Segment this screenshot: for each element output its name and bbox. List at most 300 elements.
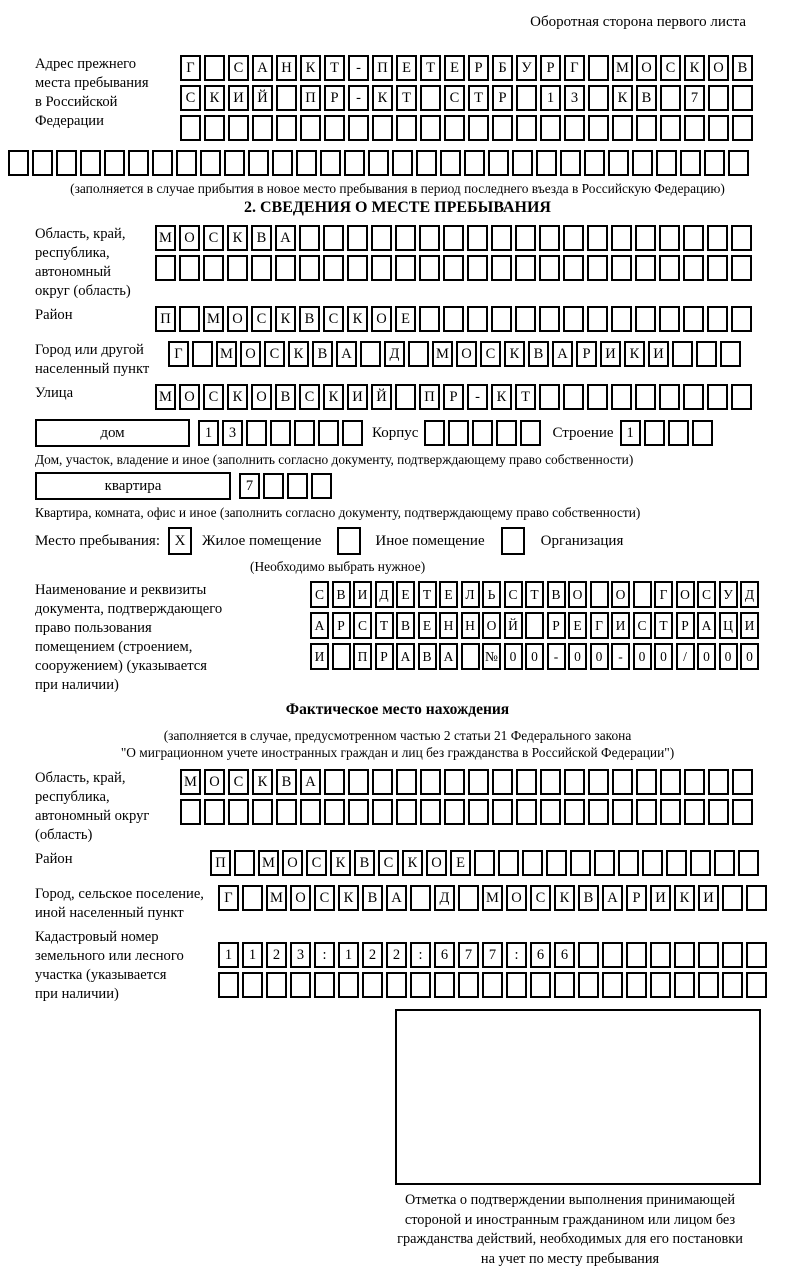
char-cell[interactable]: С bbox=[633, 612, 652, 639]
char-cell[interactable] bbox=[314, 972, 335, 998]
char-cell[interactable] bbox=[180, 115, 201, 141]
char-cell[interactable]: Р bbox=[576, 341, 597, 367]
char-cell[interactable]: С bbox=[697, 581, 716, 608]
char-cell[interactable] bbox=[324, 115, 345, 141]
char-cell[interactable] bbox=[420, 799, 441, 825]
char-cell[interactable]: Н bbox=[276, 55, 297, 81]
char-cell[interactable]: С bbox=[299, 384, 320, 410]
char-cell[interactable] bbox=[636, 115, 657, 141]
char-cell[interactable]: : bbox=[506, 942, 527, 968]
char-cell[interactable] bbox=[420, 769, 441, 795]
char-cell[interactable]: С bbox=[444, 85, 465, 111]
char-cell[interactable] bbox=[746, 972, 767, 998]
char-cell[interactable]: С bbox=[504, 581, 523, 608]
char-cell[interactable] bbox=[684, 769, 705, 795]
char-cell[interactable]: К bbox=[674, 885, 695, 911]
char-cell[interactable] bbox=[468, 769, 489, 795]
char-cell[interactable] bbox=[564, 769, 585, 795]
char-cell[interactable]: Т bbox=[375, 612, 394, 639]
char-cell[interactable]: С bbox=[314, 885, 335, 911]
char-cell[interactable] bbox=[8, 150, 29, 176]
char-cell[interactable] bbox=[707, 384, 728, 410]
char-cell[interactable]: Р bbox=[324, 85, 345, 111]
char-cell[interactable] bbox=[420, 85, 441, 111]
char-cell[interactable] bbox=[563, 384, 584, 410]
char-cell[interactable] bbox=[448, 420, 469, 446]
char-cell[interactable]: Р bbox=[468, 55, 489, 81]
char-cell[interactable]: 0 bbox=[697, 643, 716, 670]
char-cell[interactable] bbox=[660, 799, 681, 825]
char-cell[interactable]: И bbox=[740, 612, 759, 639]
char-cell[interactable]: Р bbox=[492, 85, 513, 111]
char-cell[interactable] bbox=[536, 150, 557, 176]
char-cell[interactable]: О bbox=[227, 306, 248, 332]
char-cell[interactable]: А bbox=[252, 55, 273, 81]
char-cell[interactable]: Д bbox=[384, 341, 405, 367]
char-cell[interactable] bbox=[660, 115, 681, 141]
char-cell[interactable] bbox=[372, 115, 393, 141]
char-cell[interactable]: С bbox=[660, 55, 681, 81]
char-cell[interactable]: М bbox=[482, 885, 503, 911]
char-cell[interactable] bbox=[516, 799, 537, 825]
char-cell[interactable] bbox=[276, 85, 297, 111]
char-cell[interactable]: К bbox=[227, 225, 248, 251]
char-cell[interactable]: 0 bbox=[654, 643, 673, 670]
char-cell[interactable] bbox=[698, 942, 719, 968]
char-cell[interactable]: В bbox=[396, 612, 415, 639]
char-cell[interactable]: К bbox=[330, 850, 351, 876]
char-cell[interactable] bbox=[444, 769, 465, 795]
char-cell[interactable]: П bbox=[419, 384, 440, 410]
char-cell[interactable]: О bbox=[482, 612, 501, 639]
char-cell[interactable]: - bbox=[611, 643, 630, 670]
char-cell[interactable] bbox=[540, 115, 561, 141]
char-cell[interactable]: Б bbox=[492, 55, 513, 81]
char-cell[interactable]: К bbox=[347, 306, 368, 332]
stay-type-checkbox-other[interactable] bbox=[337, 527, 361, 555]
char-cell[interactable]: М bbox=[203, 306, 224, 332]
char-cell[interactable] bbox=[644, 420, 665, 446]
char-cell[interactable]: А bbox=[336, 341, 357, 367]
char-cell[interactable]: - bbox=[348, 85, 369, 111]
char-cell[interactable]: 1 bbox=[620, 420, 641, 446]
stay-type-checkbox-residential[interactable]: X bbox=[168, 527, 192, 555]
char-cell[interactable] bbox=[458, 885, 479, 911]
char-cell[interactable] bbox=[347, 225, 368, 251]
char-cell[interactable]: М bbox=[266, 885, 287, 911]
char-cell[interactable]: К bbox=[554, 885, 575, 911]
char-cell[interactable]: К bbox=[504, 341, 525, 367]
char-cell[interactable] bbox=[714, 850, 735, 876]
char-cell[interactable] bbox=[626, 972, 647, 998]
char-cell[interactable] bbox=[419, 306, 440, 332]
char-cell[interactable] bbox=[395, 255, 416, 281]
char-cell[interactable] bbox=[368, 150, 389, 176]
stay-type-checkbox-organization[interactable] bbox=[501, 527, 525, 555]
char-cell[interactable]: Г bbox=[218, 885, 239, 911]
char-cell[interactable] bbox=[332, 643, 351, 670]
char-cell[interactable] bbox=[564, 799, 585, 825]
char-cell[interactable] bbox=[683, 225, 704, 251]
char-cell[interactable] bbox=[396, 115, 417, 141]
char-cell[interactable] bbox=[590, 581, 609, 608]
char-cell[interactable] bbox=[539, 384, 560, 410]
char-cell[interactable]: Ц bbox=[719, 612, 738, 639]
char-cell[interactable]: В bbox=[332, 581, 351, 608]
char-cell[interactable] bbox=[204, 799, 225, 825]
char-cell[interactable] bbox=[587, 255, 608, 281]
char-cell[interactable]: О bbox=[251, 384, 272, 410]
char-cell[interactable]: - bbox=[348, 55, 369, 81]
char-cell[interactable]: 0 bbox=[590, 643, 609, 670]
char-cell[interactable]: - bbox=[547, 643, 566, 670]
char-cell[interactable]: К bbox=[684, 55, 705, 81]
char-cell[interactable] bbox=[728, 150, 749, 176]
char-cell[interactable]: Е bbox=[395, 306, 416, 332]
char-cell[interactable]: С bbox=[228, 769, 249, 795]
char-cell[interactable] bbox=[396, 769, 417, 795]
char-cell[interactable] bbox=[690, 850, 711, 876]
char-cell[interactable] bbox=[342, 420, 363, 446]
char-cell[interactable]: С bbox=[530, 885, 551, 911]
char-cell[interactable] bbox=[420, 115, 441, 141]
char-cell[interactable] bbox=[272, 150, 293, 176]
char-cell[interactable]: М bbox=[155, 384, 176, 410]
char-cell[interactable]: 7 bbox=[482, 942, 503, 968]
char-cell[interactable]: 2 bbox=[266, 942, 287, 968]
char-cell[interactable] bbox=[612, 799, 633, 825]
char-cell[interactable] bbox=[192, 341, 213, 367]
char-cell[interactable] bbox=[587, 384, 608, 410]
char-cell[interactable]: А bbox=[386, 885, 407, 911]
char-cell[interactable] bbox=[228, 115, 249, 141]
char-cell[interactable] bbox=[324, 799, 345, 825]
char-cell[interactable]: Р bbox=[676, 612, 695, 639]
char-cell[interactable] bbox=[587, 306, 608, 332]
char-cell[interactable] bbox=[612, 115, 633, 141]
char-cell[interactable] bbox=[515, 225, 536, 251]
char-cell[interactable] bbox=[464, 150, 485, 176]
char-cell[interactable] bbox=[203, 255, 224, 281]
char-cell[interactable]: И bbox=[353, 581, 372, 608]
char-cell[interactable] bbox=[242, 885, 263, 911]
char-cell[interactable] bbox=[522, 850, 543, 876]
char-cell[interactable]: Р bbox=[626, 885, 647, 911]
char-cell[interactable] bbox=[660, 85, 681, 111]
char-cell[interactable]: 7 bbox=[239, 473, 260, 499]
char-cell[interactable]: 0 bbox=[719, 643, 738, 670]
char-cell[interactable] bbox=[635, 384, 656, 410]
char-cell[interactable] bbox=[266, 972, 287, 998]
char-cell[interactable] bbox=[424, 420, 445, 446]
char-cell[interactable]: 6 bbox=[434, 942, 455, 968]
char-cell[interactable]: К bbox=[491, 384, 512, 410]
char-cell[interactable]: О bbox=[426, 850, 447, 876]
char-cell[interactable] bbox=[563, 255, 584, 281]
char-cell[interactable] bbox=[275, 255, 296, 281]
char-cell[interactable] bbox=[588, 55, 609, 81]
char-cell[interactable] bbox=[642, 850, 663, 876]
char-cell[interactable] bbox=[371, 225, 392, 251]
char-cell[interactable] bbox=[602, 972, 623, 998]
char-cell[interactable]: И bbox=[648, 341, 669, 367]
char-cell[interactable]: К bbox=[338, 885, 359, 911]
char-cell[interactable]: О bbox=[636, 55, 657, 81]
char-cell[interactable] bbox=[635, 225, 656, 251]
char-cell[interactable] bbox=[683, 384, 704, 410]
char-cell[interactable]: 2 bbox=[386, 942, 407, 968]
char-cell[interactable] bbox=[128, 150, 149, 176]
char-cell[interactable] bbox=[290, 972, 311, 998]
char-cell[interactable] bbox=[56, 150, 77, 176]
char-cell[interactable]: П bbox=[372, 55, 393, 81]
char-cell[interactable]: М bbox=[612, 55, 633, 81]
char-cell[interactable] bbox=[371, 255, 392, 281]
char-cell[interactable] bbox=[578, 942, 599, 968]
char-cell[interactable] bbox=[611, 255, 632, 281]
char-cell[interactable] bbox=[176, 150, 197, 176]
char-cell[interactable] bbox=[152, 150, 173, 176]
char-cell[interactable] bbox=[539, 255, 560, 281]
char-cell[interactable] bbox=[516, 85, 537, 111]
char-cell[interactable] bbox=[372, 799, 393, 825]
char-cell[interactable] bbox=[204, 55, 225, 81]
char-cell[interactable]: Е bbox=[444, 55, 465, 81]
char-cell[interactable] bbox=[179, 255, 200, 281]
char-cell[interactable]: Г bbox=[654, 581, 673, 608]
char-cell[interactable] bbox=[443, 255, 464, 281]
char-cell[interactable]: 0 bbox=[568, 643, 587, 670]
char-cell[interactable]: Т bbox=[324, 55, 345, 81]
char-cell[interactable] bbox=[650, 972, 671, 998]
char-cell[interactable] bbox=[666, 850, 687, 876]
char-cell[interactable]: В bbox=[354, 850, 375, 876]
char-cell[interactable]: С bbox=[203, 384, 224, 410]
char-cell[interactable] bbox=[516, 115, 537, 141]
char-cell[interactable]: О bbox=[240, 341, 261, 367]
char-cell[interactable] bbox=[635, 255, 656, 281]
char-cell[interactable]: С bbox=[251, 306, 272, 332]
char-cell[interactable]: М bbox=[216, 341, 237, 367]
char-cell[interactable] bbox=[491, 306, 512, 332]
char-cell[interactable]: Л bbox=[461, 581, 480, 608]
char-cell[interactable]: Е bbox=[439, 581, 458, 608]
char-cell[interactable] bbox=[520, 420, 541, 446]
char-cell[interactable] bbox=[674, 972, 695, 998]
char-cell[interactable]: М bbox=[258, 850, 279, 876]
char-cell[interactable] bbox=[698, 972, 719, 998]
char-cell[interactable] bbox=[498, 850, 519, 876]
char-cell[interactable] bbox=[611, 225, 632, 251]
char-cell[interactable]: И bbox=[611, 612, 630, 639]
char-cell[interactable]: Е bbox=[396, 581, 415, 608]
char-cell[interactable] bbox=[395, 384, 416, 410]
char-cell[interactable] bbox=[588, 85, 609, 111]
char-cell[interactable]: В bbox=[312, 341, 333, 367]
char-cell[interactable] bbox=[731, 306, 752, 332]
char-cell[interactable] bbox=[738, 850, 759, 876]
char-cell[interactable] bbox=[512, 150, 533, 176]
char-cell[interactable]: 1 bbox=[540, 85, 561, 111]
char-cell[interactable] bbox=[632, 150, 653, 176]
char-cell[interactable]: : bbox=[314, 942, 335, 968]
char-cell[interactable]: В bbox=[578, 885, 599, 911]
char-cell[interactable] bbox=[294, 420, 315, 446]
char-cell[interactable]: О bbox=[708, 55, 729, 81]
char-cell[interactable]: О bbox=[456, 341, 477, 367]
char-cell[interactable]: Р bbox=[443, 384, 464, 410]
char-cell[interactable] bbox=[348, 115, 369, 141]
char-cell[interactable] bbox=[722, 972, 743, 998]
char-cell[interactable]: Р bbox=[332, 612, 351, 639]
char-cell[interactable] bbox=[472, 420, 493, 446]
char-cell[interactable]: 0 bbox=[525, 643, 544, 670]
char-cell[interactable]: А bbox=[602, 885, 623, 911]
char-cell[interactable] bbox=[396, 799, 417, 825]
char-cell[interactable]: В bbox=[636, 85, 657, 111]
char-cell[interactable] bbox=[474, 850, 495, 876]
char-cell[interactable]: В bbox=[547, 581, 566, 608]
char-cell[interactable] bbox=[611, 384, 632, 410]
char-cell[interactable]: М bbox=[432, 341, 453, 367]
char-cell[interactable] bbox=[626, 942, 647, 968]
char-cell[interactable] bbox=[611, 306, 632, 332]
char-cell[interactable]: 3 bbox=[222, 420, 243, 446]
char-cell[interactable] bbox=[636, 799, 657, 825]
char-cell[interactable] bbox=[434, 972, 455, 998]
char-cell[interactable] bbox=[348, 769, 369, 795]
char-cell[interactable]: 1 bbox=[242, 942, 263, 968]
char-cell[interactable] bbox=[546, 850, 567, 876]
char-cell[interactable]: И bbox=[310, 643, 329, 670]
char-cell[interactable] bbox=[660, 769, 681, 795]
char-cell[interactable] bbox=[467, 225, 488, 251]
char-cell[interactable] bbox=[525, 612, 544, 639]
char-cell[interactable]: С bbox=[353, 612, 372, 639]
char-cell[interactable] bbox=[204, 115, 225, 141]
char-cell[interactable]: С bbox=[378, 850, 399, 876]
char-cell[interactable]: Д bbox=[375, 581, 394, 608]
char-cell[interactable] bbox=[683, 306, 704, 332]
char-cell[interactable]: Й bbox=[371, 384, 392, 410]
char-cell[interactable] bbox=[578, 972, 599, 998]
char-cell[interactable]: А bbox=[396, 643, 415, 670]
char-cell[interactable] bbox=[444, 799, 465, 825]
char-cell[interactable]: 7 bbox=[684, 85, 705, 111]
char-cell[interactable]: Р bbox=[547, 612, 566, 639]
char-cell[interactable] bbox=[684, 115, 705, 141]
char-cell[interactable] bbox=[570, 850, 591, 876]
char-cell[interactable]: Г bbox=[180, 55, 201, 81]
char-cell[interactable] bbox=[242, 972, 263, 998]
char-cell[interactable]: Е bbox=[568, 612, 587, 639]
char-cell[interactable]: 6 bbox=[554, 942, 575, 968]
char-cell[interactable]: 0 bbox=[504, 643, 523, 670]
char-cell[interactable] bbox=[218, 972, 239, 998]
char-cell[interactable]: С bbox=[480, 341, 501, 367]
char-cell[interactable]: 3 bbox=[564, 85, 585, 111]
char-cell[interactable]: П bbox=[300, 85, 321, 111]
char-cell[interactable] bbox=[227, 255, 248, 281]
char-cell[interactable]: К bbox=[624, 341, 645, 367]
char-cell[interactable] bbox=[707, 306, 728, 332]
char-cell[interactable]: У bbox=[516, 55, 537, 81]
char-cell[interactable] bbox=[180, 799, 201, 825]
char-cell[interactable] bbox=[410, 972, 431, 998]
char-cell[interactable]: Т bbox=[525, 581, 544, 608]
char-cell[interactable] bbox=[659, 225, 680, 251]
char-cell[interactable] bbox=[320, 150, 341, 176]
char-cell[interactable] bbox=[323, 225, 344, 251]
char-cell[interactable] bbox=[276, 799, 297, 825]
char-cell[interactable] bbox=[408, 341, 429, 367]
char-cell[interactable] bbox=[248, 150, 269, 176]
char-cell[interactable]: К bbox=[300, 55, 321, 81]
char-cell[interactable]: Т bbox=[396, 85, 417, 111]
char-cell[interactable] bbox=[602, 942, 623, 968]
char-cell[interactable]: / bbox=[676, 643, 695, 670]
char-cell[interactable] bbox=[708, 115, 729, 141]
char-cell[interactable] bbox=[300, 115, 321, 141]
char-cell[interactable]: В bbox=[362, 885, 383, 911]
char-cell[interactable]: В bbox=[276, 769, 297, 795]
char-cell[interactable] bbox=[410, 885, 431, 911]
char-cell[interactable] bbox=[732, 769, 753, 795]
char-cell[interactable] bbox=[287, 473, 308, 499]
char-cell[interactable]: И bbox=[698, 885, 719, 911]
char-cell[interactable] bbox=[668, 420, 689, 446]
char-cell[interactable] bbox=[554, 972, 575, 998]
char-cell[interactable] bbox=[458, 972, 479, 998]
char-cell[interactable] bbox=[539, 306, 560, 332]
char-cell[interactable]: Т bbox=[515, 384, 536, 410]
char-cell[interactable]: К bbox=[402, 850, 423, 876]
char-cell[interactable]: К bbox=[288, 341, 309, 367]
char-cell[interactable]: 0 bbox=[633, 643, 652, 670]
char-cell[interactable]: 2 bbox=[362, 942, 383, 968]
char-cell[interactable] bbox=[80, 150, 101, 176]
char-cell[interactable]: 1 bbox=[198, 420, 219, 446]
char-cell[interactable] bbox=[461, 643, 480, 670]
char-cell[interactable] bbox=[680, 150, 701, 176]
char-cell[interactable]: Д bbox=[434, 885, 455, 911]
char-cell[interactable] bbox=[252, 799, 273, 825]
char-cell[interactable]: К bbox=[227, 384, 248, 410]
char-cell[interactable]: С bbox=[228, 55, 249, 81]
char-cell[interactable]: А bbox=[310, 612, 329, 639]
char-cell[interactable] bbox=[539, 225, 560, 251]
char-cell[interactable] bbox=[492, 799, 513, 825]
char-cell[interactable] bbox=[633, 581, 652, 608]
char-cell[interactable] bbox=[656, 150, 677, 176]
char-cell[interactable] bbox=[731, 255, 752, 281]
char-cell[interactable]: П bbox=[353, 643, 372, 670]
char-cell[interactable] bbox=[672, 341, 693, 367]
char-cell[interactable]: К bbox=[612, 85, 633, 111]
char-cell[interactable] bbox=[395, 225, 416, 251]
char-cell[interactable] bbox=[318, 420, 339, 446]
char-cell[interactable] bbox=[362, 972, 383, 998]
char-cell[interactable] bbox=[722, 942, 743, 968]
char-cell[interactable] bbox=[492, 115, 513, 141]
char-cell[interactable] bbox=[707, 255, 728, 281]
char-cell[interactable] bbox=[720, 341, 741, 367]
char-cell[interactable] bbox=[200, 150, 221, 176]
char-cell[interactable]: Д bbox=[740, 581, 759, 608]
char-cell[interactable] bbox=[300, 799, 321, 825]
char-cell[interactable] bbox=[386, 972, 407, 998]
char-cell[interactable]: О bbox=[204, 769, 225, 795]
